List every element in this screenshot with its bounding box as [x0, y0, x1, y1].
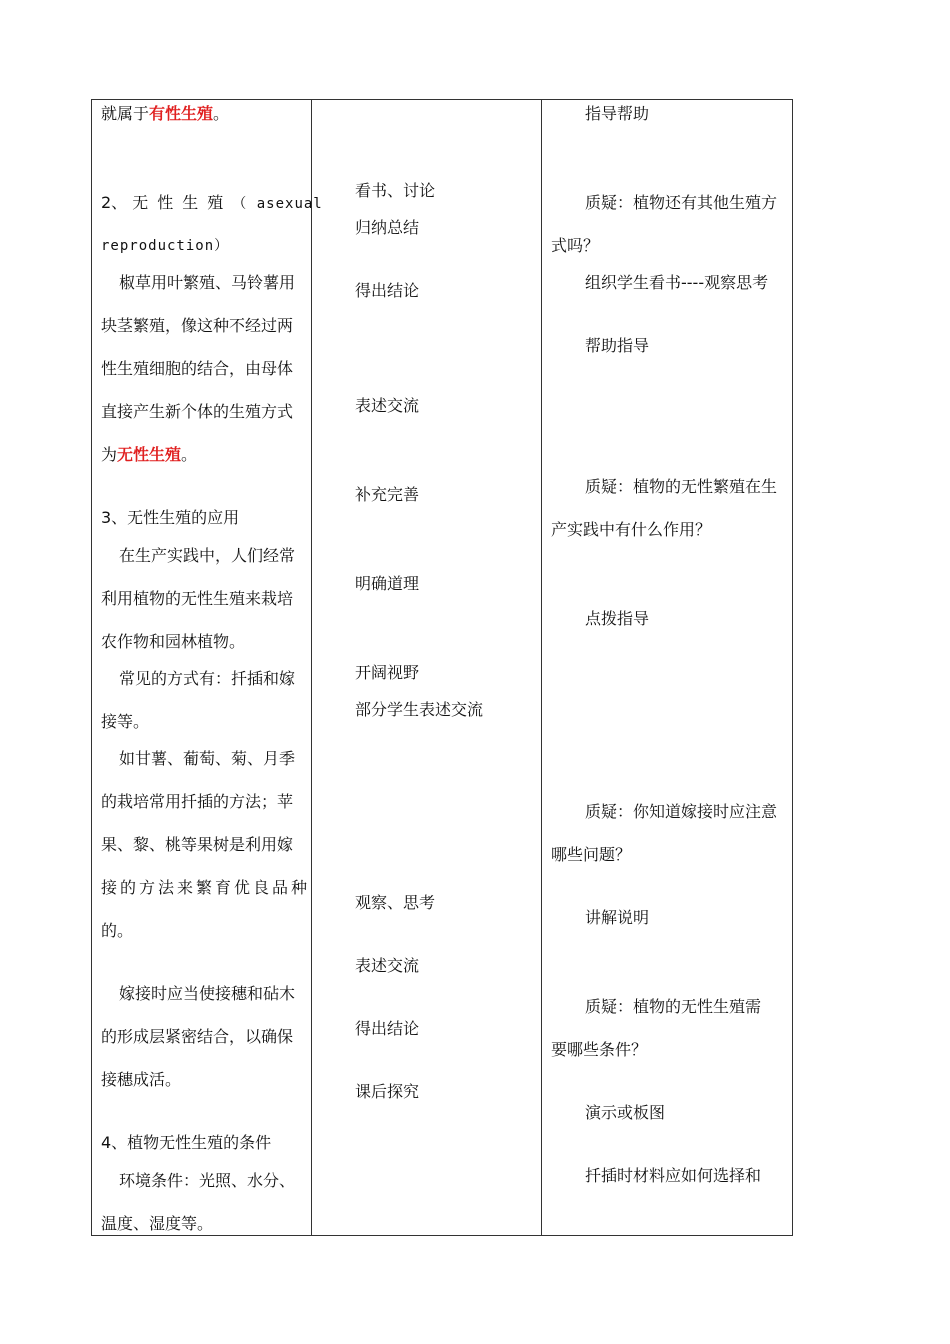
paragraph-line: 的。 [101, 921, 134, 940]
section-4-heading: 4、植物无性生殖的条件 [101, 1133, 272, 1152]
section-title: 无性生殖 [132, 193, 233, 212]
activity-item: 表述交流 [355, 956, 420, 975]
english-term: reproduction） [101, 238, 230, 254]
section-2-heading [101, 193, 323, 214]
content-line [101, 104, 229, 124]
teacher-item: 指导帮助 [585, 104, 650, 123]
teacher-item: 质疑：植物的无性繁殖在生 [585, 477, 778, 496]
paragraph-line: 常见的方式有：扦插和嫁 [119, 669, 296, 688]
paragraph-line: 利用植物的无性生殖来栽培 [101, 589, 294, 608]
paragraph-line: 椒草用叶繁殖、马铃薯用 [119, 273, 296, 292]
activity-item: 归纳总结 [355, 218, 420, 237]
activity-item: 开阔视野 [355, 663, 420, 682]
paragraph-line: 性生殖细胞的结合，由母体 [101, 359, 294, 378]
text: 就属于 [101, 104, 150, 123]
teacher-item: 要哪些条件？ [551, 1040, 648, 1059]
activity-item: 课后探究 [355, 1082, 420, 1101]
text: 。 [181, 445, 198, 464]
text: 为 [101, 445, 118, 464]
teacher-item: 质疑：植物的无性生殖需 [585, 997, 762, 1016]
activity-item: 得出结论 [355, 281, 420, 300]
paragraph-line: 的栽培常用扦插的方法；苹 [101, 792, 294, 811]
paragraph-line: 如甘薯、葡萄、菊、月季 [119, 749, 296, 768]
paragraph-line: 接等。 [101, 712, 150, 731]
activity-item: 补充完善 [355, 485, 420, 504]
paragraph-line [101, 445, 197, 465]
teacher-item: 演示或板图 [585, 1103, 666, 1122]
paragraph-line: 农作物和园林植物。 [101, 632, 246, 651]
highlight-term: 有性生殖 [149, 104, 214, 123]
paragraph-line: 的形成层紧密结合，以确保 [101, 1027, 294, 1046]
paragraph-line: 块茎繁殖，像这种不经过两 [101, 316, 294, 335]
activity-item: 得出结论 [355, 1019, 420, 1038]
paragraph-line: 直接产生新个体的生殖方式 [101, 402, 294, 421]
teacher-activity-column [542, 100, 793, 1235]
activity-item: 表述交流 [355, 396, 420, 415]
activity-item: 明确道理 [355, 574, 420, 593]
teacher-item: 产实践中有什么作用？ [551, 520, 712, 539]
paragraph-line: 接穗成活。 [101, 1070, 182, 1089]
paragraph-line: 果、黎、桃等果树是利用嫁 [101, 835, 294, 854]
paragraph-line: 嫁接时应当使接穗和砧木 [119, 984, 296, 1003]
student-activity-column [312, 100, 541, 1235]
paragraph-line: 接的方法来繁育优良品种 [101, 878, 311, 897]
section-number: 2、 [101, 193, 128, 212]
section-3-heading: 3、无性生殖的应用 [101, 508, 240, 527]
highlight-term: 无性生殖 [117, 445, 182, 464]
text: 。 [213, 104, 230, 123]
paragraph-line: 环境条件：光照、水分、 [119, 1171, 296, 1190]
paragraph-line: 在生产实践中，人们经常 [119, 546, 296, 565]
teacher-item: 点拨指导 [585, 609, 650, 628]
content-column [92, 100, 323, 1235]
teacher-item: 式吗？ [551, 236, 600, 255]
teacher-item: 讲解说明 [585, 908, 650, 927]
teacher-item: 质疑：植物还有其他生殖方 [585, 193, 778, 212]
teacher-item: 质疑：你知道嫁接时应注意 [585, 802, 778, 821]
lesson-plan-table [91, 99, 793, 1236]
teacher-item: 组织学生看书----观察思考 [585, 273, 769, 292]
teacher-item: 哪些问题？ [551, 845, 632, 864]
activity-item: 看书、讨论 [355, 181, 436, 200]
teacher-item: 帮助指导 [585, 336, 650, 355]
activity-item: 部分学生表述交流 [355, 700, 484, 719]
activity-item: 观察、思考 [355, 893, 436, 912]
english-term: （ asexual [232, 196, 323, 212]
teacher-item: 扦插时材料应如何选择和 [585, 1166, 762, 1185]
paragraph-line: 温度、湿度等。 [101, 1214, 214, 1233]
